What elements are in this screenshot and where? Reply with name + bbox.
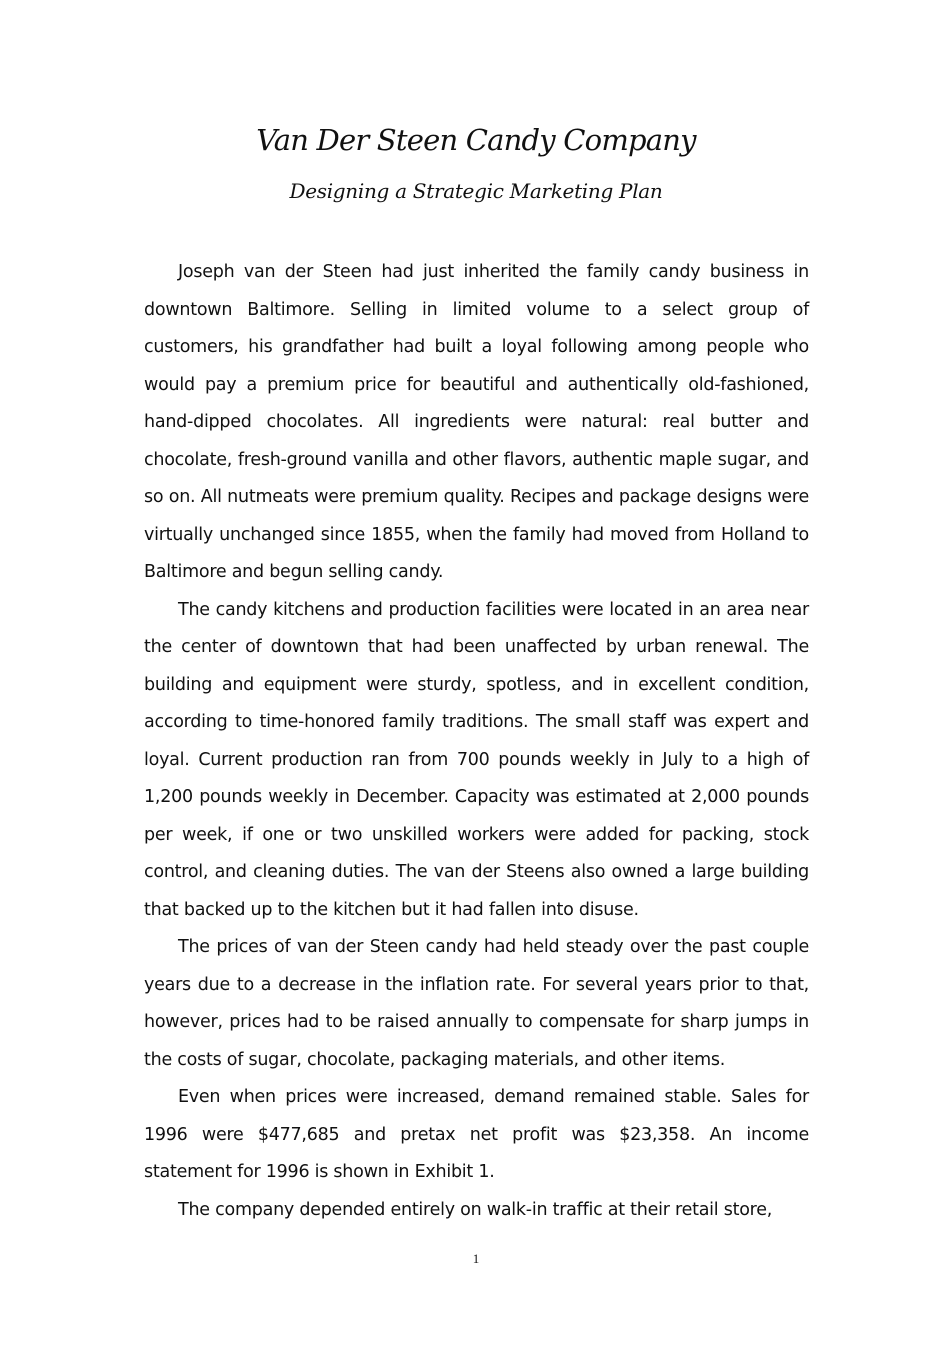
paragraph: Joseph van der Steen had just inherited the family candy business in downtown Baltimore. Selling in limited volume to a select group of customers, his grandfather had built a loyal following among people who would pay a premium price for beautiful and authentically old-fashioned, hand-dipped chocolates. All ingredients were natural: real butter and chocolate, fresh-ground vanilla and other flavors, authentic maple sugar, and so on. All nutmeats were premium quality. Recipes and package designs were virtually unchanged since 1855, when the family had moved from Holland to Baltimore and begun selling candy. bbox=[144, 262, 809, 582]
paragraph: The company depended entirely on walk-in traffic at their retail store, bbox=[178, 1199, 773, 1220]
page-number: 1 bbox=[472, 1251, 480, 1266]
paragraph: The candy kitchens and production facilities were located in an area near the center of downtown that had been unaffected by urban renewal. The building and equipment were sturdy, spotless, and in excellent condition, according to time-honored family traditions. The small staff was expert and loyal. Current production ran from 700 pounds weekly in July to a high of 1,200 pounds weekly in December. Capacity was estimated at 2,000 pounds per week, if one or two unskilled workers were added for packing, stock control, and cleaning duties. The van der Steens also owned a large building that backed up to the kitchen but it had fallen into disuse. bbox=[144, 599, 809, 920]
body-text bbox=[144, 254, 809, 1229]
document-subtitle: Designing a Strategic Marketing Plan bbox=[289, 179, 663, 203]
document-title: Van Der Steen Candy Company bbox=[256, 123, 696, 157]
paragraph: The prices of van der Steen candy had held steady over the past couple years due to a decrease in the inflation rate. For several years prior to that, however, prices had to be raised annually to compensate for sharp jumps in the costs of sugar, chocolate, packaging materials, and other items. bbox=[144, 937, 809, 1070]
paragraph: Even when prices were increased, demand remained stable. Sales for 1996 were $477,685 and pretax net profit was $23,358. An income statement for 1996 is shown in Exhibit 1. bbox=[144, 1087, 809, 1182]
